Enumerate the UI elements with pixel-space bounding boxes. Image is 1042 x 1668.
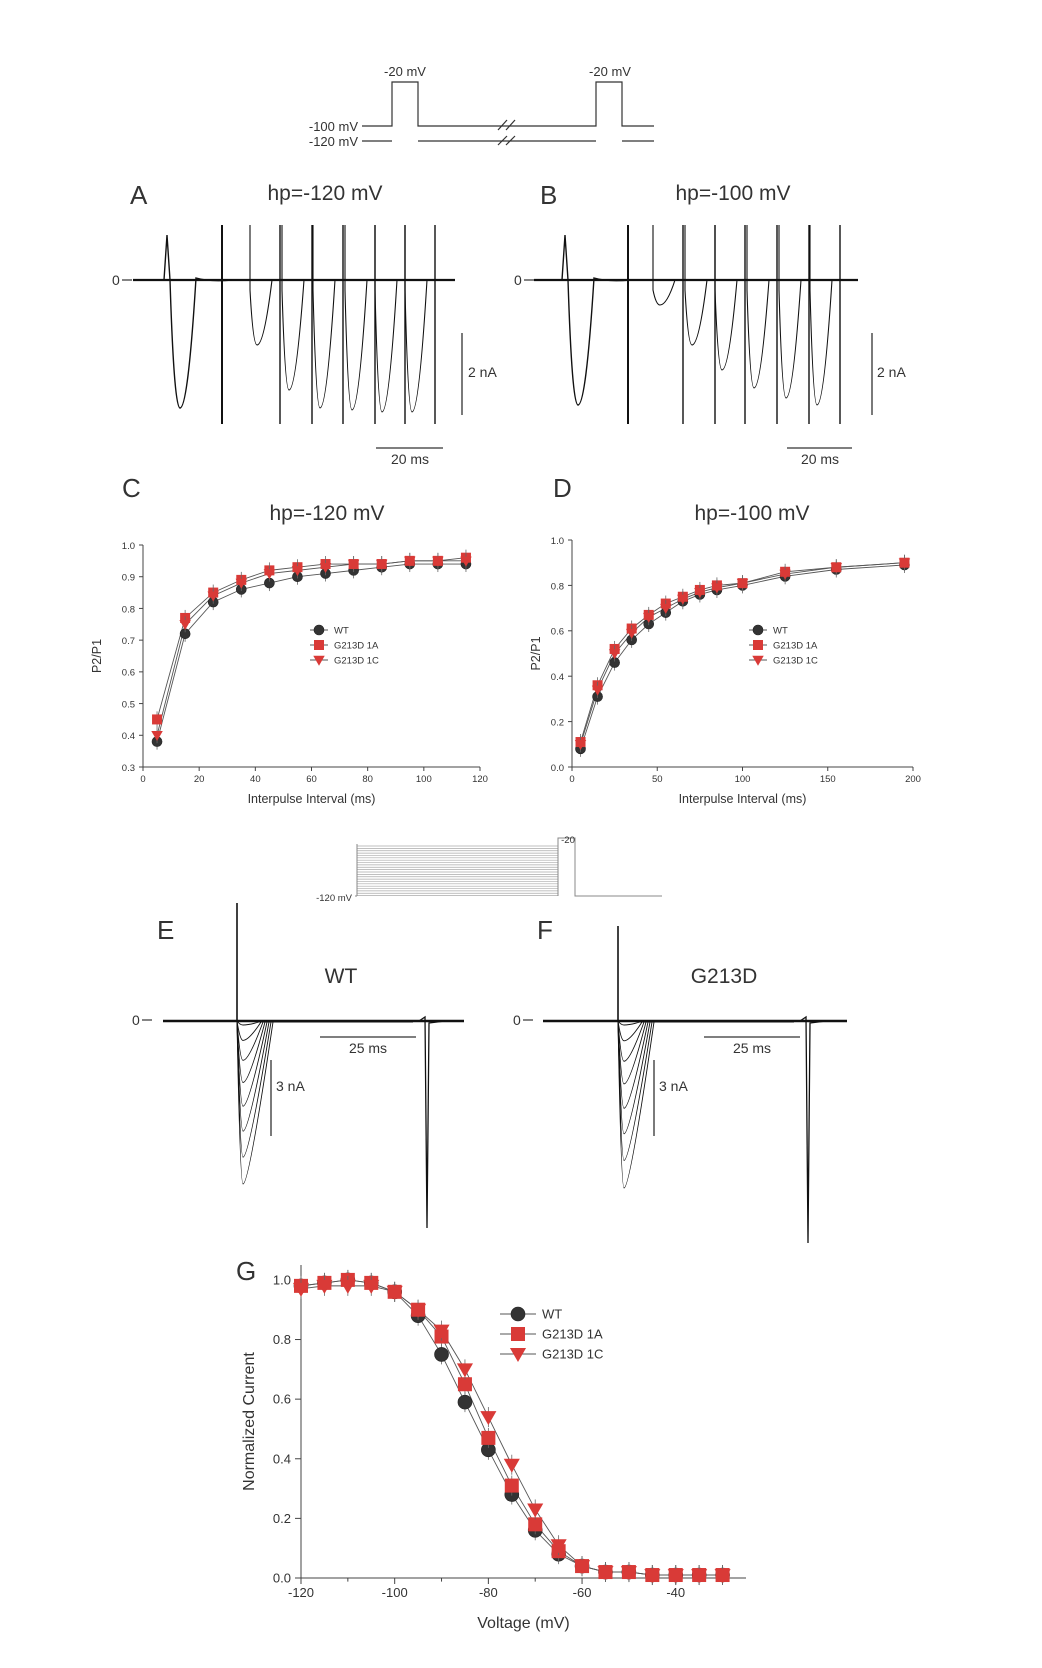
- chart-d-legend-label: WT: [773, 625, 788, 637]
- chart-c-x-tick-label: 0: [140, 774, 146, 785]
- panel-e-current-traces: [163, 903, 464, 1228]
- chart-d-legend-marker: [753, 625, 763, 635]
- chart-g-point-square: [505, 1479, 519, 1493]
- chart-c-line-0: [157, 564, 466, 742]
- chart-g-xlabel: Voltage (mV): [477, 1615, 570, 1632]
- chart-g-x-tick-label: -120: [287, 1585, 315, 1600]
- chart-c-title: hp=-120 mV: [269, 502, 385, 525]
- panel-b-current-traces: [534, 225, 858, 424]
- panel-e-title: WT: [324, 965, 358, 988]
- chart-g-y-tick-label: 0.8: [272, 1332, 291, 1348]
- chart-g-y-tick-label: 0.0: [272, 1570, 291, 1586]
- protocol-mid-hold-label: -120 mV: [316, 893, 352, 904]
- panel-f-letter: F: [537, 915, 553, 945]
- chart-d-x-tick-label: 100: [734, 774, 751, 785]
- panel-a-current-traces: [133, 225, 455, 424]
- chart-c-y-tick-label: 0.9: [121, 572, 135, 584]
- chart-g-legend-marker: [511, 1327, 525, 1341]
- chart-g-y-tick-label: 0.6: [272, 1391, 291, 1407]
- chart-d-title: hp=-100 mV: [694, 502, 810, 525]
- chart-g-point-circle: [458, 1395, 472, 1409]
- chart-c-xlabel: Interpulse Interval (ms): [247, 792, 376, 806]
- chart-d-y-tick-label: 0.0: [550, 762, 564, 774]
- panel-a-letter: A: [130, 180, 148, 210]
- protocol-mid-test-pulse: [558, 838, 662, 896]
- chart-c-x-tick-label: 20: [193, 774, 205, 785]
- panel-e-scale-x-label: 25 ms: [348, 1040, 388, 1056]
- panel-b-zero-label: 0: [514, 272, 522, 288]
- chart-d-x-tick-label: 150: [819, 774, 836, 785]
- panel-a-p2-response: [405, 225, 427, 412]
- panel-b-p2-response: [715, 225, 737, 370]
- panel-f-family-trace: [618, 1021, 794, 1108]
- panel-a-zero-label: 0: [112, 272, 120, 288]
- panel-f-scale-y-label: 3 nA: [659, 1078, 688, 1094]
- chart-c-legend-label: WT: [334, 625, 349, 637]
- chart-g-y-tick-label: 1.0: [272, 1272, 291, 1288]
- panel-b-p1-response: [562, 235, 630, 405]
- panel-f-title: G213D: [690, 965, 758, 988]
- panel-b-scale-y-label: 2 nA: [877, 364, 906, 380]
- chart-c-y-tick-label: 0.3: [121, 762, 135, 774]
- protocol-hold-label-2: -120 mV: [308, 134, 358, 149]
- chart-g-line-1: [301, 1280, 723, 1575]
- panel-b-p2-response: [810, 225, 832, 405]
- chart-g: [236, 1256, 746, 1632]
- chart-g-y-tick-label: 0.4: [272, 1451, 291, 1467]
- panel-e-family-trace: [237, 1021, 413, 1106]
- chart-c-line-1: [157, 558, 466, 720]
- chart-g-point-square: [481, 1431, 495, 1445]
- panel-e-scale-y-label: 3 nA: [276, 1078, 305, 1094]
- panel-b-p2-response: [685, 225, 707, 345]
- chart-c-point-square: [152, 714, 162, 724]
- panel-a-p2-response: [250, 225, 272, 345]
- chart-d-y-tick-label: 0.6: [550, 626, 564, 638]
- chart-c-x-tick-label: 100: [415, 774, 432, 785]
- chart-g-point-triangle-down: [504, 1459, 520, 1473]
- chart-g-ylabel: Normalized Current: [241, 1352, 258, 1491]
- protocol-hold-label-1: -100 mV: [308, 119, 358, 134]
- panel-b-letter: B: [540, 180, 558, 210]
- chart-d-xlabel: Interpulse Interval (ms): [678, 792, 807, 806]
- chart-c-y-tick-label: 1.0: [121, 540, 135, 552]
- chart-d-y-tick-label: 1.0: [550, 535, 564, 547]
- chart-g-legend-marker: [511, 1307, 525, 1321]
- chart-g-x-tick-label: -60: [572, 1585, 592, 1600]
- chart-c-y-tick-label: 0.7: [121, 635, 135, 647]
- chart-d-y-tick-label: 0.2: [550, 717, 564, 729]
- panel-f-test-pulse-response: [800, 1017, 826, 1243]
- chart-c-legend-marker: [314, 640, 324, 650]
- chart-c-legend-marker: [314, 625, 324, 635]
- panel-a-scale-x-label: 20 ms: [390, 451, 430, 467]
- chart-c-y-tick-label: 0.8: [121, 604, 135, 616]
- protocol-top: [362, 82, 654, 145]
- chart-g-legend-label: G213D 1C: [542, 1346, 604, 1362]
- chart-d-x-tick-label: 50: [651, 774, 663, 785]
- chart-d-letter: D: [553, 473, 572, 503]
- chart-d-y-tick-label: 0.8: [550, 581, 564, 593]
- panel-b-p2-response: [747, 225, 769, 388]
- chart-g-legend-marker: [510, 1348, 526, 1362]
- chart-c-x-tick-label: 60: [306, 774, 317, 785]
- chart-g-y-tick-label: 0.2: [272, 1510, 291, 1526]
- chart-d: [529, 473, 921, 806]
- panel-a-title: hp=-120 mV: [267, 182, 383, 205]
- panel-b-p2-response: [779, 225, 801, 398]
- panel-a-scale-y-label: 2 nA: [468, 364, 497, 380]
- chart-d-y-tick-label: 0.4: [550, 672, 564, 684]
- chart-c-ylabel: P2/P1: [90, 638, 104, 674]
- chart-c-y-tick-label: 0.4: [121, 731, 135, 743]
- chart-c-letter: C: [122, 473, 141, 503]
- panel-a-p2-response: [345, 225, 367, 410]
- chart-c-y-tick-label: 0.5: [121, 699, 135, 711]
- chart-g-point-triangle-down: [480, 1411, 496, 1425]
- panel-b-scale-x-label: 20 ms: [800, 451, 840, 467]
- chart-c: [90, 473, 488, 806]
- protocol-mid-test-label: -20: [561, 835, 575, 846]
- chart-g-x-tick-label: -80: [478, 1585, 498, 1600]
- panel-e-test-pulse-response: [419, 1017, 445, 1228]
- panel-a-p2-response: [313, 225, 335, 408]
- chart-g-line-0: [301, 1280, 723, 1575]
- chart-c-legend-label: G213D 1A: [334, 640, 379, 652]
- chart-d-legend-marker: [753, 640, 763, 650]
- chart-d-legend-label: G213D 1A: [773, 640, 818, 652]
- chart-c-line-2: [157, 561, 466, 735]
- chart-c-y-tick-label: 0.6: [121, 667, 135, 679]
- protocol-test-label-2: -20 mV: [589, 64, 631, 79]
- panel-a-p2-response: [375, 225, 397, 412]
- chart-g-point-circle: [435, 1347, 449, 1361]
- panel-b-p2-response: [653, 225, 675, 305]
- chart-c-x-tick-label: 120: [472, 774, 488, 785]
- chart-c-legend-marker: [313, 656, 325, 666]
- chart-c-x-tick-label: 80: [362, 774, 373, 785]
- panel-e-letter: E: [157, 915, 175, 945]
- chart-g-point-triangle-down: [340, 1280, 356, 1294]
- chart-g-legend-label: G213D 1A: [542, 1326, 603, 1342]
- chart-g-letter: G: [236, 1256, 257, 1286]
- protocol-test-label-1: -20 mV: [384, 64, 426, 79]
- panel-b-title: hp=-100 mV: [675, 182, 791, 205]
- chart-c-x-tick-label: 40: [250, 774, 261, 785]
- chart-g-x-tick-label: -100: [381, 1585, 408, 1600]
- chart-d-ylabel: P2/P1: [529, 636, 543, 671]
- chart-g-x-tick-label: -40: [666, 1585, 686, 1600]
- chart-d-legend-marker: [752, 656, 764, 666]
- chart-d-legend-label: G213D 1C: [773, 655, 818, 667]
- chart-c-point-triangle-down: [179, 620, 191, 630]
- panel-f-zero-label: 0: [513, 1012, 521, 1028]
- panel-f-scale-x-label: 25 ms: [732, 1040, 772, 1056]
- chart-d-x-tick-label: 0: [569, 774, 575, 785]
- chart-g-legend-label: WT: [542, 1306, 563, 1322]
- chart-g-point-square: [528, 1517, 542, 1531]
- chart-g-point-triangle-down: [457, 1363, 473, 1377]
- chart-d-x-tick-label: 200: [905, 774, 921, 785]
- chart-c-legend-label: G213D 1C: [334, 655, 379, 667]
- chart-g-point-square: [458, 1377, 472, 1391]
- protocol-mid: [355, 838, 662, 896]
- panel-a-p2-response: [282, 225, 304, 390]
- panel-e-zero-label: 0: [132, 1012, 140, 1028]
